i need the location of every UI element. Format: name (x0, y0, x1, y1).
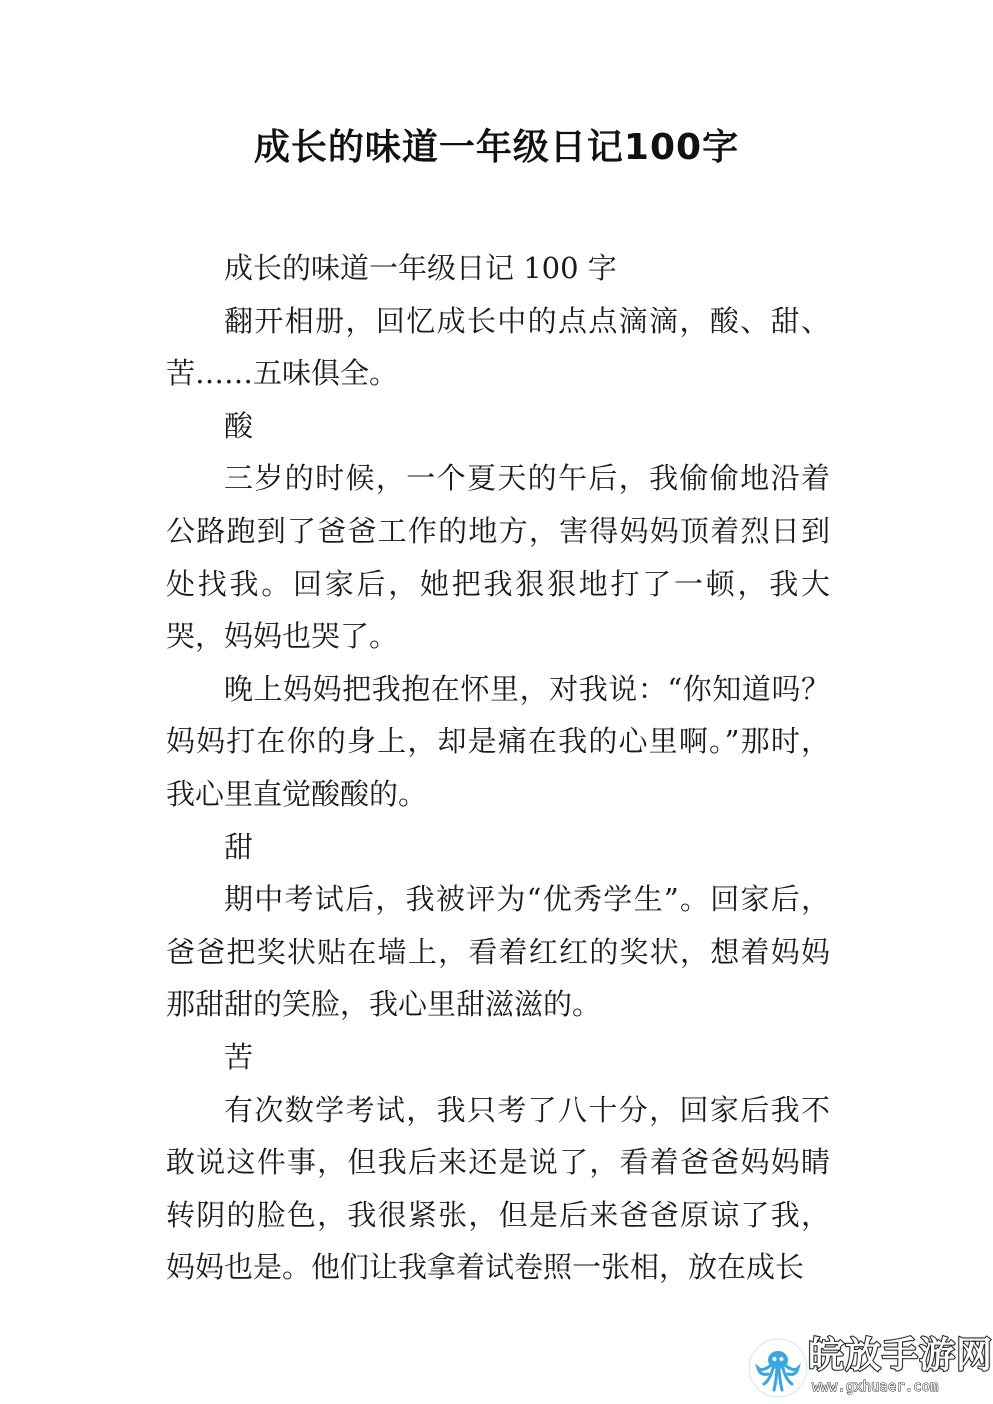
paragraph-intro: 翻开相册，回忆成长中的点点滴滴，酸、甜、苦……五味俱全。 (166, 303, 830, 391)
document-title: 成长的味道一年级日记100字 (253, 127, 740, 168)
section-heading-sour: 酸 (224, 408, 254, 443)
watermark-url: www.gxhuaer.com (812, 1379, 939, 1395)
document-body (166, 242, 830, 1294)
site-watermark (748, 1334, 993, 1400)
paragraph-bitter: 有次数学考试，我只考了八十分，回家后我不敢说这件事，但我后来还是说了，看着爸爸妈妈睛转阴的脸色，我很紧张，但是后来爸爸原谅了我，妈妈也是。他们让我拿着试卷照一张相，放在成长 (166, 1092, 830, 1285)
section-heading-sweet: 甜 (224, 829, 254, 864)
paragraph-heading-repeat: 成长的味道一年级日记 100 字 (224, 251, 617, 285)
watermark-site-name: 皖放手游网 (808, 1335, 993, 1376)
paragraph-sweet: 期中考试后，我被评为“优秀学生”。回家后，爸爸把奖状贴在墙上，看着红红的奖状，想着妈妈那甜甜的笑脸，我心里甜滋滋的。 (166, 882, 830, 1022)
octopus-logo-icon (748, 1338, 808, 1398)
paragraph-sour-2: 晚上妈妈把我抱在怀里，对我说：“你知道吗？妈妈打在你的身上，却是痛在我的心里啊。”那时，我心里直觉酸酸的。 (166, 671, 830, 811)
section-heading-bitter: 苦 (224, 1039, 254, 1074)
paragraph-sour-1: 三岁的时候，一个夏天的午后，我偷偷地沿着公路跑到了爸爸工作的地方，害得妈妈顶着烈日到处找我。回家后，她把我狠狠地打了一顿，我大哭，妈妈也哭了。 (166, 461, 830, 654)
